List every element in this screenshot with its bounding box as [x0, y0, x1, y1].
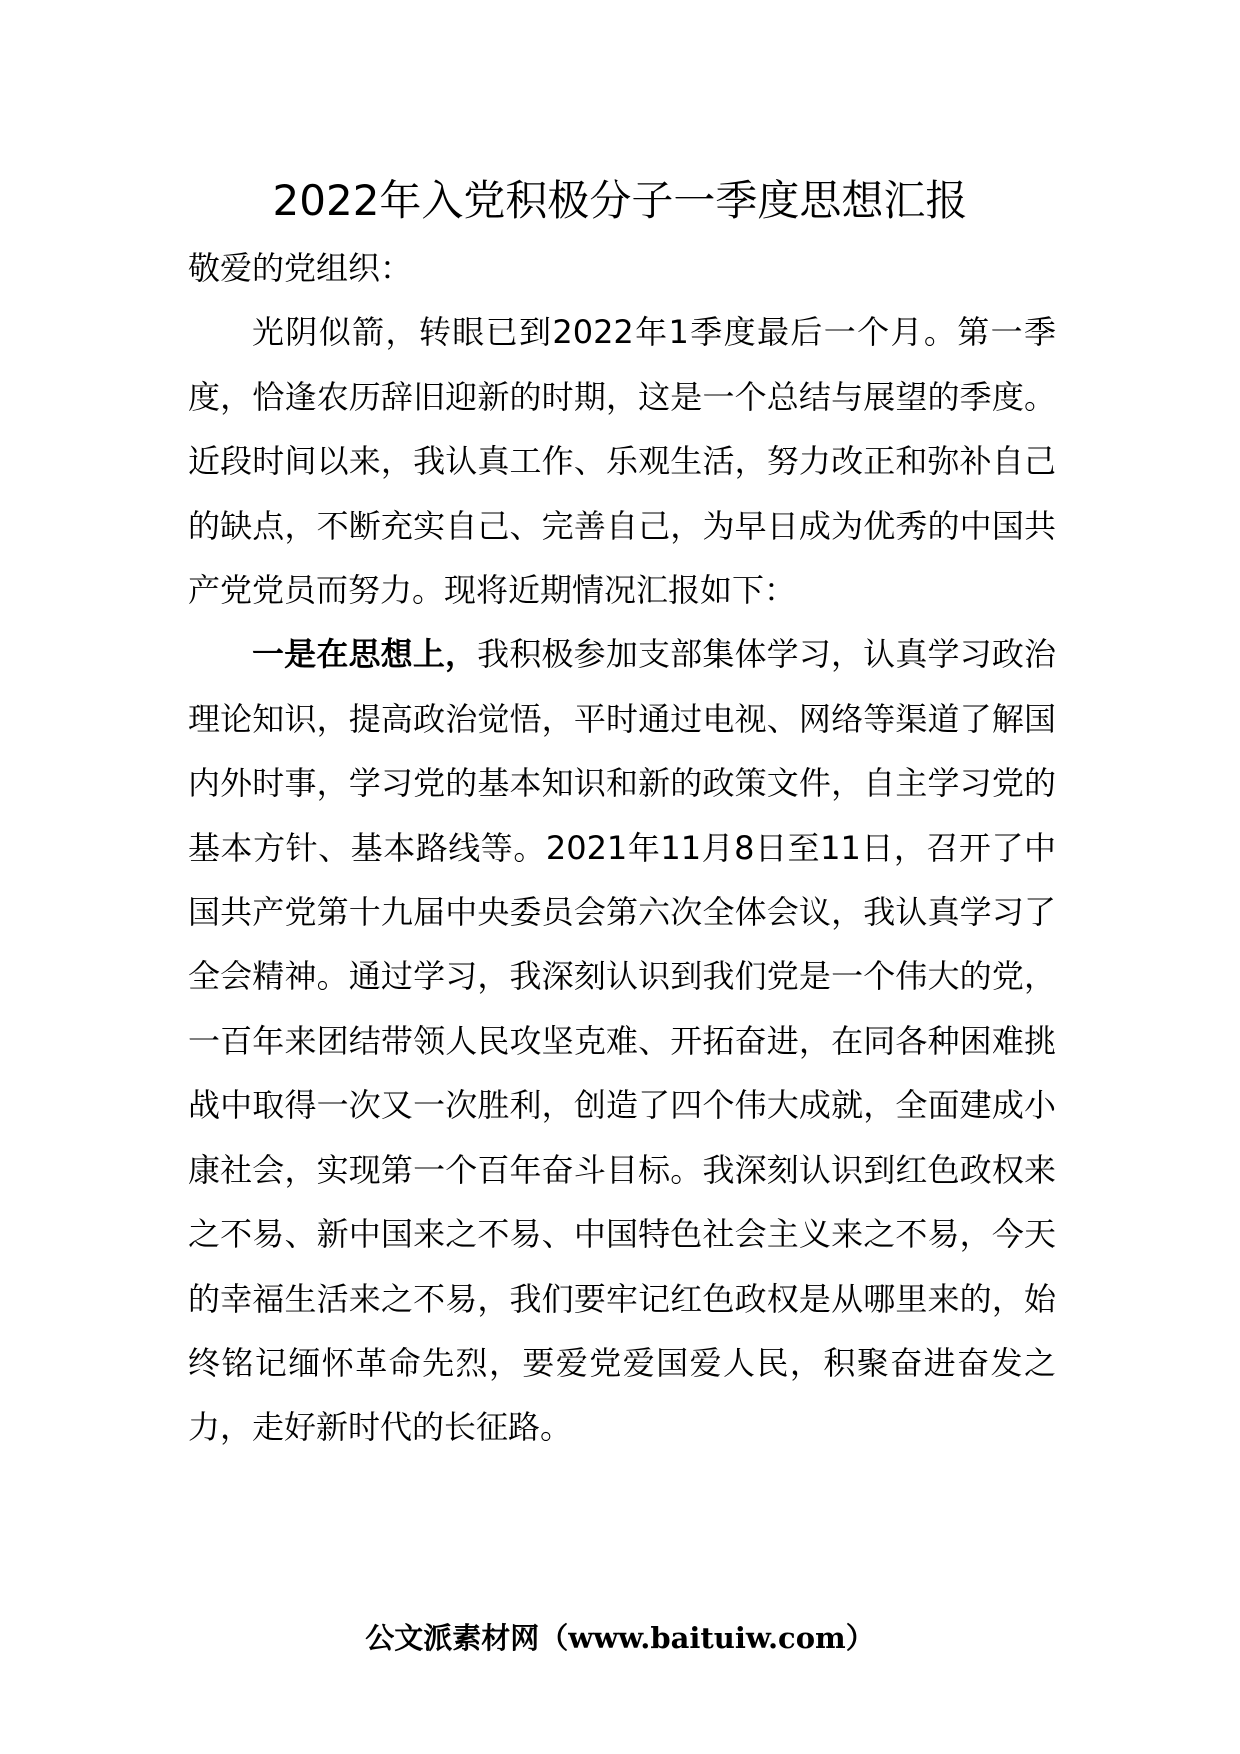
document-body	[188, 236, 1056, 1460]
document-title: 2022年入党积极分子一季度思想汇报	[272, 176, 968, 225]
salutation: 敬爱的党组织：	[188, 249, 413, 287]
paragraph-intro	[188, 300, 1056, 622]
paragraph-text: 我积极参加支部集体学习，认真学习政治理论知识，提高政治觉悟，平时通过电视、网络等渠道了解国内外时事，学习党的基本知识和新的政策文件，自主学习党的基本方针、基本路线等。2021年11月8日至11日，召开了中国共产党第十九届中央委员会第六次全体会议，我认真学习了全会精神。通过学习，我深刻认识到我们党是一个伟大的党，一百年来团结带领人民攻坚克难、开拓奋进，在同各种困难挑战中取得一次又一次胜利，创造了四个伟大成就，全面建成小康社会，实现第一个百年奋斗目标。我深刻认识到红色政权来之不易、新中国来之不易、中国特色社会主义来之不易，今天的幸福生活来之不易，我们要牢记红色政权是从哪里来的，始终铭记缅怀革命先烈，要爱党爱国爱人民，积聚奋进奋发之力，走好新时代的长征路。	[188, 635, 1056, 1447]
paragraph-ideology	[188, 622, 1056, 1459]
paragraph-lead: 一是在思想上，	[252, 635, 478, 674]
footer-source: 公文派素材网（www.baituiw.com）	[365, 1621, 875, 1655]
paragraph-text: 光阴似箭，转眼已到2022年1季度最后一个月。第一季度，恰逢农历辞旧迎新的时期，这是一个总结与展望的季度。近段时间以来，我认真工作、乐观生活，努力改正和弥补自己的缺点，不断充实自己、完善自己，为早日成为优秀的中国共产党党员而努力。现将近期情况汇报如下：	[188, 313, 1056, 610]
